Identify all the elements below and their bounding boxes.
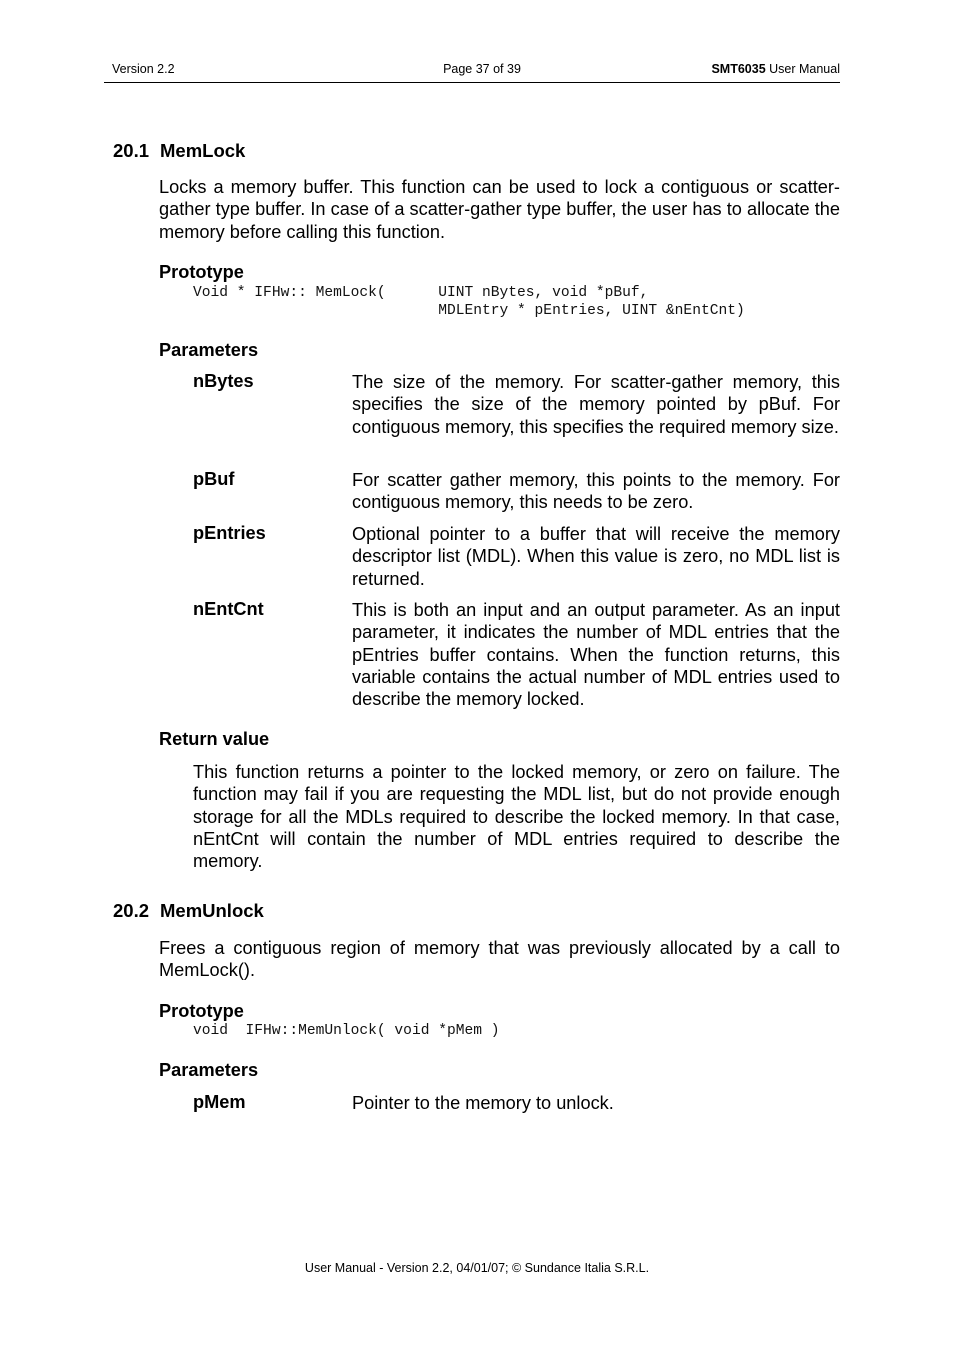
param-desc-pentries: Optional pointer to a buffer that will receive the memory descriptor list (MDL). When this value is zero, no MDL list is returned. (352, 524, 840, 589)
param-name-pmem: pMem (193, 1092, 246, 1112)
section-heading-memunlock (113, 900, 264, 922)
param-desc-nentcnt: This is both an input and an output parameter. As an input parameter, it indicates the number of MDL entries that the pEntries buffer contains. When the function returns, this variable contains the actual number of MDL entries used to describe the memory locked. (352, 600, 840, 710)
memlock-prototype-line1: Void * IFHw:: MemLock( UINT nBytes, void *pBuf, (193, 285, 649, 301)
section-number: 20.2 (113, 900, 150, 921)
header-product: SMT6035 (711, 62, 766, 76)
memunlock-parameters-label: Parameters (159, 1060, 259, 1080)
memlock-return-label: Return value (159, 729, 270, 749)
param-desc-nbytes: The size of the memory. For scatter-gather memory, this specifies the size of the memory pointed by pBuf. For contiguous memory, this specifies the required memory size. (352, 372, 840, 437)
header-page-number: Page 37 of 39 (443, 62, 521, 76)
page-footer: User Manual - Version 2.2, 04/01/07; © Sundance Italia S.R.L. (304, 1261, 650, 1275)
page-header (112, 62, 840, 78)
memunlock-description: Frees a contiguous region of memory that was previously allocated by a call to MemLock(). (159, 938, 840, 981)
header-rule (104, 82, 840, 83)
memlock-return-desc: This function returns a pointer to the locked memory, or zero on failure. The function may fail if you are requesting the MDL list, but do not provide enough storage for all the MDLs required to describe the locked memory. In that case, nEntCnt will contain the number of MDL entries required to describe the memory. (193, 762, 840, 872)
section-heading-memlock (113, 140, 245, 162)
param-desc-pmem: Pointer to the memory to unlock. (352, 1093, 614, 1113)
section-number: 20.1 (113, 140, 150, 161)
memlock-prototype-line2: MDLEntry * pEntries, UINT &nEntCnt) (193, 303, 745, 319)
param-name-pbuf: pBuf (193, 469, 235, 489)
memunlock-prototype-label: Prototype (159, 1001, 244, 1021)
memlock-prototype-label: Prototype (159, 262, 244, 282)
header-version: Version 2.2 (112, 62, 175, 76)
section-title: MemLock (160, 140, 246, 161)
param-name-nentcnt: nEntCnt (193, 599, 264, 619)
section-title: MemUnlock (160, 900, 264, 921)
header-manual: User Manual (765, 62, 840, 76)
param-desc-pbuf: For scatter gather memory, this points to the memory. For contiguous memory, this needs to be zero. (352, 470, 840, 513)
memlock-parameters-label: Parameters (159, 340, 259, 360)
param-name-pentries: pEntries (193, 523, 266, 543)
memunlock-prototype-line1: void IFHw::MemUnlock( void *pMem ) (193, 1023, 500, 1039)
param-name-nbytes: nBytes (193, 371, 254, 391)
header-title (711, 62, 840, 76)
memlock-description: Locks a memory buffer. This function can be used to lock a contiguous or scatter-gather type buffer. In case of a scatter-gather type buffer, the user has to allocate the memory before calling this function. (159, 177, 840, 242)
